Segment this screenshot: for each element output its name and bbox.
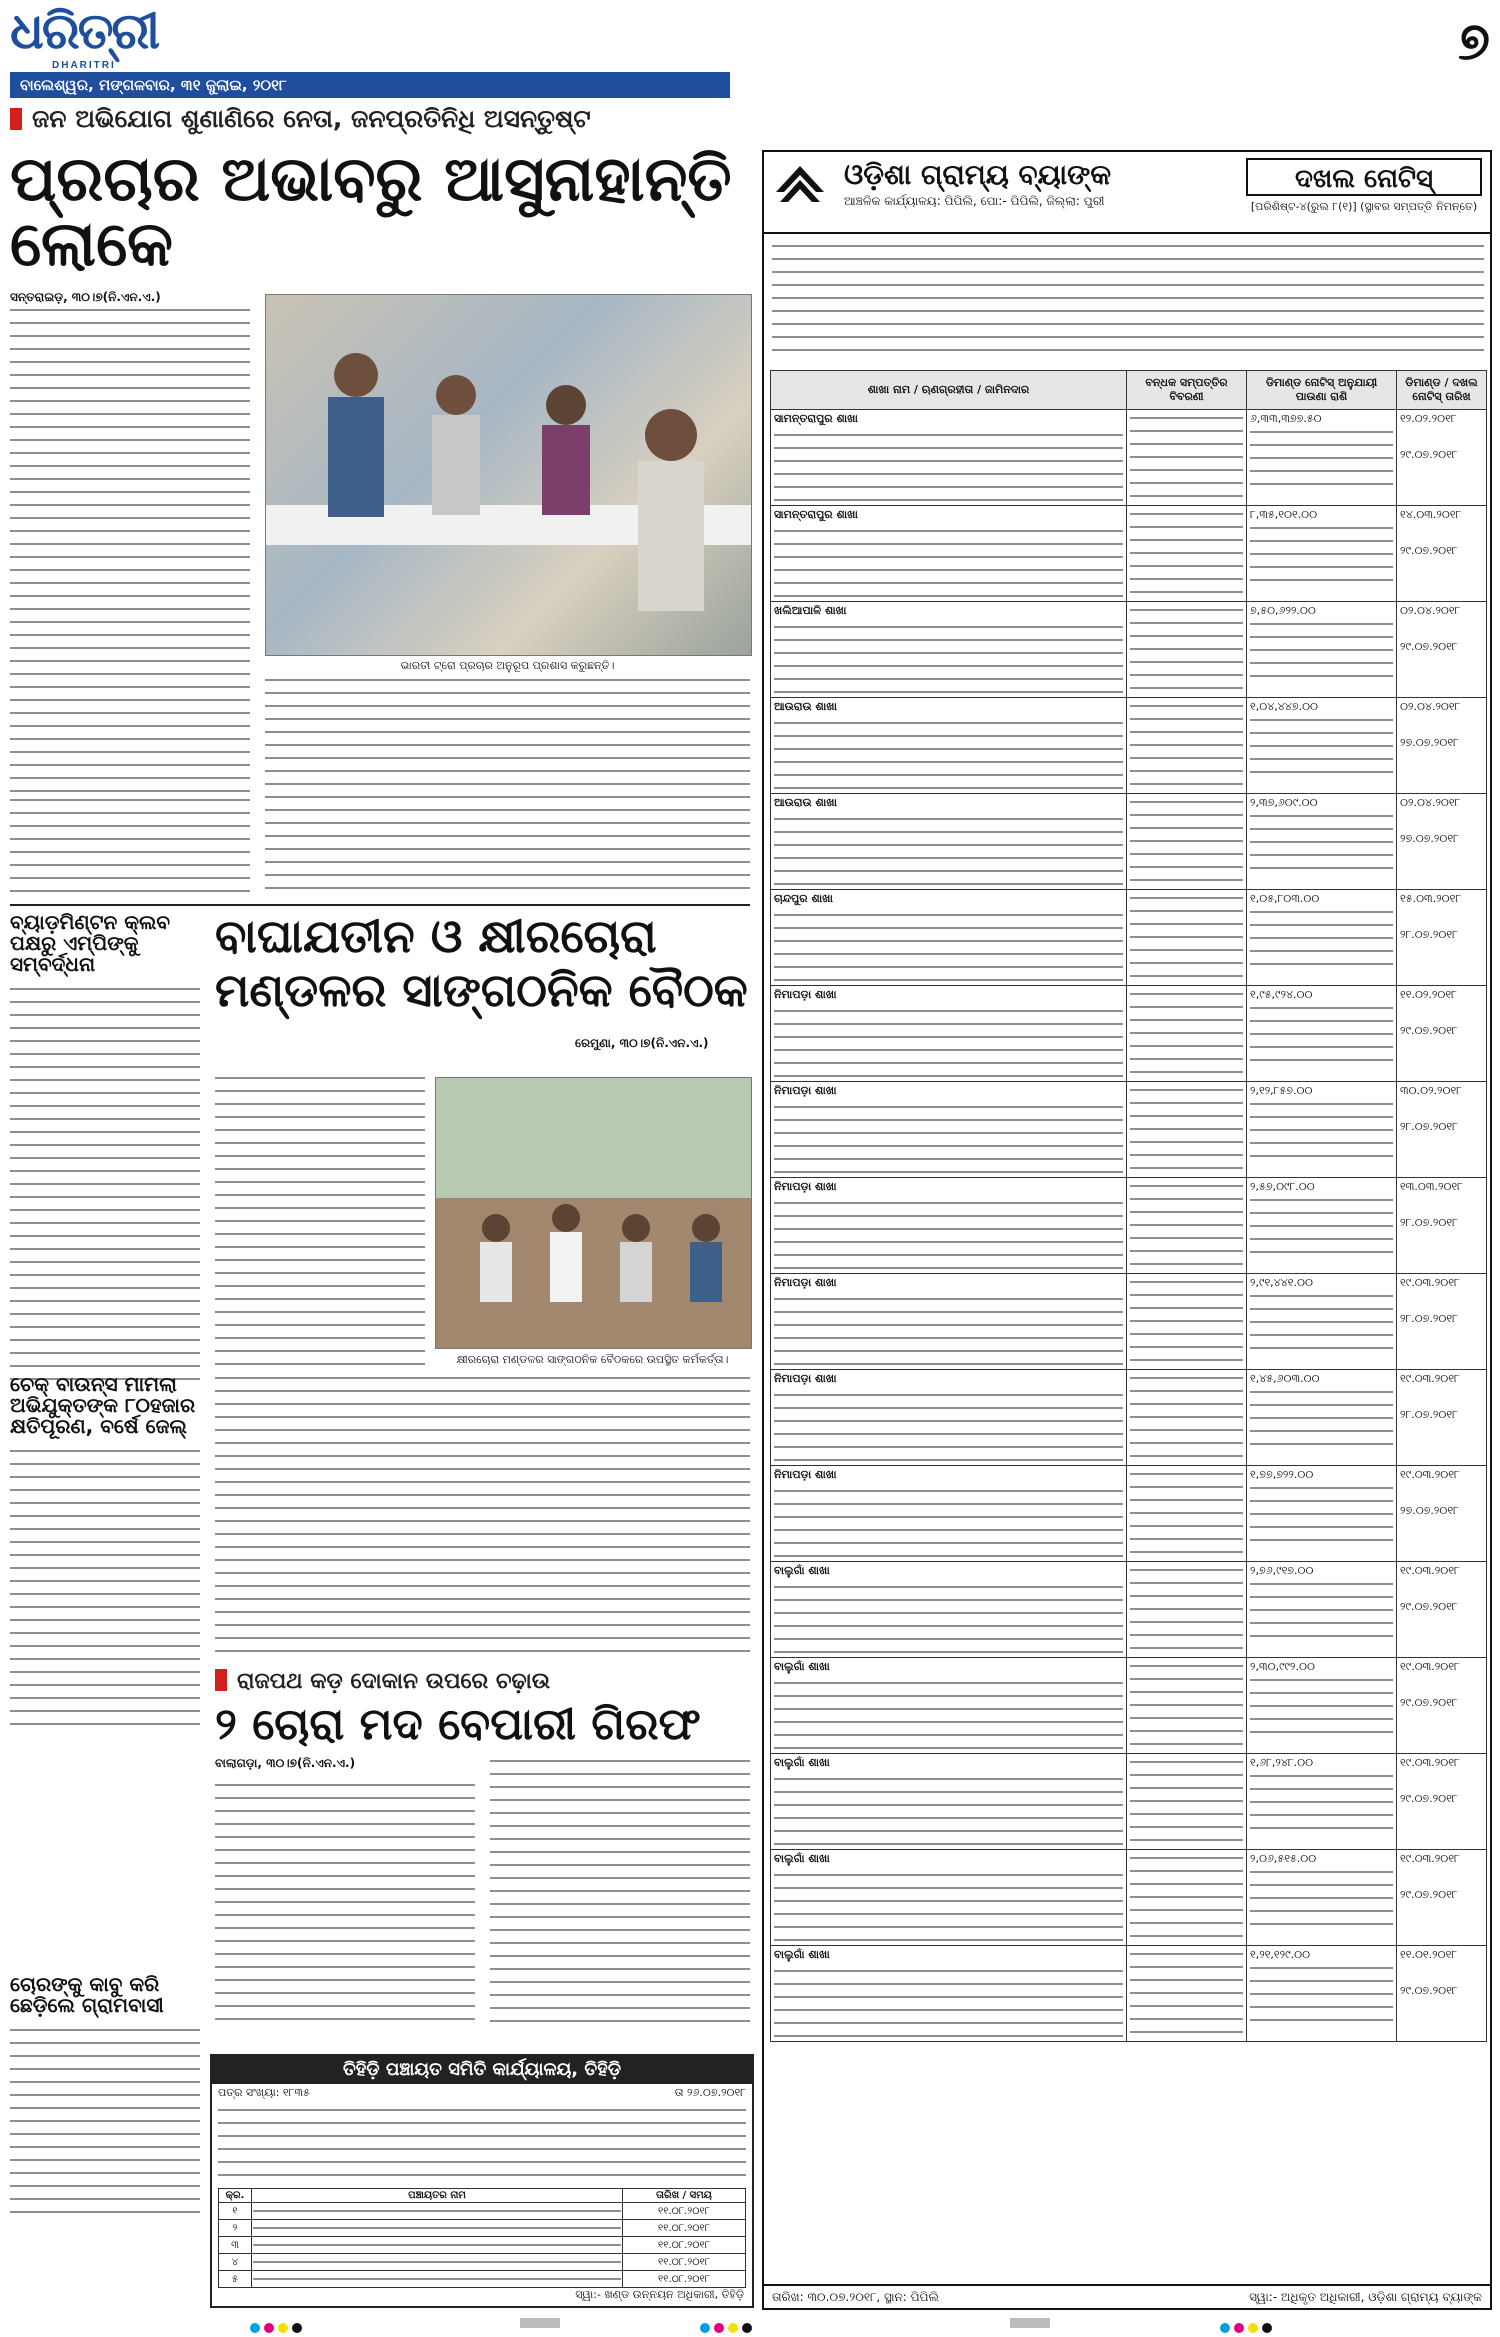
notice-row-demand-date: ୧୯.୦୩.୨୦୧୮ <box>1400 1660 1460 1673</box>
registration-bar <box>520 2318 560 2328</box>
notice-row <box>771 890 1487 986</box>
story-1 <box>10 104 750 672</box>
notice-footer <box>764 2284 1490 2308</box>
notice-row-details <box>774 1005 1123 1079</box>
notice-row-amount-cell <box>1247 1754 1397 1850</box>
tender-row-date: ୧୧.୦୮.୨୦୧୮ <box>623 2203 746 2220</box>
story-1-caption: ଭାରତୀ ଟ୍ରୋ ପ୍ରଚାର ଅନୁରୂପ ପ୍ରଶାସ କରୁଛନ୍ତି। <box>400 659 615 672</box>
story-2-body-a <box>215 1072 425 1372</box>
notice-row-demand-date: ୧୧.୦୨.୨୦୧୮ <box>1400 988 1457 1001</box>
divider <box>10 904 750 906</box>
notice-row-possession-date: ୨୮.୦୭.୨୦୧୮ <box>1400 1120 1458 1133</box>
bank-address: ଆଞ୍ଚଳିକ କାର୍ଯ୍ୟାଳୟ: ପିପିଲି, ପୋ:- ପିପିଲି, ଜିଲ୍ଲା: ପୁରୀ <box>844 194 1105 208</box>
notice-row-dates <box>1397 890 1487 986</box>
notice-row-possession-date: ୨୯.୦୭.୨୦୧୮ <box>1400 1888 1458 1901</box>
notice-row-amount-cell <box>1247 794 1397 890</box>
notice-row-borrower <box>771 1754 1127 1850</box>
notice-row-dates <box>1397 1850 1487 1946</box>
col-dates: ଡିମାଣ୍ଡ / ଦଖଲ ନୋଟିସ୍ ତାରିଖ <box>1397 371 1487 410</box>
notice-title: ଦଖଲ ନୋଟିସ୍ <box>1246 158 1482 196</box>
bank-logo-icon <box>774 162 826 214</box>
notice-row-borrower <box>771 1658 1127 1754</box>
story-1-body-left <box>10 304 250 794</box>
notice-row-demand-date: ୧୯.୦୩.୨୦୧୮ <box>1400 1564 1460 1577</box>
notice-row-property <box>1127 890 1247 986</box>
notice-row-amount-cell <box>1247 410 1397 506</box>
story-4-headline: ୨ ଚୋରା ମଦ ବେପାରୀ ଗିରଫ <box>215 1699 701 1750</box>
notice-row-dates <box>1397 506 1487 602</box>
tender-row <box>219 2254 746 2271</box>
notice-row-borrower <box>771 506 1127 602</box>
tender-row <box>219 2203 746 2220</box>
story-3-side <box>10 1374 200 1725</box>
tender-row-name <box>252 2254 623 2271</box>
notice-row-demand-date: ୧୯.୦୩.୨୦୧୮ <box>1400 1372 1460 1385</box>
story-2-side-headline: ବ୍ୟାଡ଼ମିଣ୍ଟନ କ୍ଲବ ପକ୍ଷରୁ ଏମ୍ପିଙ୍କୁ ସମ୍ବର୍ଦ୍ଧନା <box>10 910 171 976</box>
notice-row-property <box>1127 506 1247 602</box>
notice-title-box <box>1246 158 1482 224</box>
notice-row-amount-cell <box>1247 890 1397 986</box>
notice-row-possession-date: ୨୮.୦୭.୨୦୧୮ <box>1400 1312 1458 1325</box>
notice-row-demand-date: ୦୨.୦୪.୨୦୧୮ <box>1400 604 1461 617</box>
notice-row-amount-cell <box>1247 1082 1397 1178</box>
tender-title: ତିହିଡ଼ି ପଞ୍ଚାୟତ ସମିତି କାର୍ଯ୍ୟାଳୟ, ତିହିଡ଼ି <box>212 2056 752 2084</box>
story-4 <box>215 1669 750 1775</box>
notice-row-dates <box>1397 1178 1487 1274</box>
tender-date: ତା ୨୬.୦୭.୨୦୧୮ <box>674 2086 746 2099</box>
notice-row-branch: ବାଲୁଗାଁ ଶାଖା <box>774 1564 830 1577</box>
notice-row-details <box>774 621 1123 695</box>
registration-mark <box>1220 2318 1278 2328</box>
story-1-kicker: ଜନ ଅଭିଯୋଗ ଶୁଣାଣିରେ ନେତା, ଜନପ୍ରତିନିଧି ଅସନ୍ତୁଷ୍ଟ <box>10 104 750 134</box>
notice-row-amount: ୨,୫୭,୦୯୮.୦୦ <box>1250 1180 1315 1193</box>
notice-row-amount: ୧,୭୭,୭୨୨.୦୦ <box>1250 1468 1314 1481</box>
story-2 <box>215 909 750 1366</box>
notice-row-borrower <box>771 698 1127 794</box>
notice-row-amount: ୬,୩୩,୩୭୭.୫୦ <box>1250 412 1322 425</box>
tender-row-name <box>252 2271 623 2288</box>
notice-row-amount-cell <box>1247 1178 1397 1274</box>
notice-row-details <box>774 1293 1123 1367</box>
notice-row-dates <box>1397 1562 1487 1658</box>
notice-row-amount-cell <box>1247 1946 1397 2042</box>
notice-row-amount-cell <box>1247 1850 1397 1946</box>
notice-row-branch: ନିମାପଡ଼ା ଶାଖା <box>774 1468 837 1481</box>
tender-col-date: ତାରିଖ / ସମୟ <box>623 2189 746 2203</box>
notice-row-amount: ୧,୬୮,୨୪୮.୦୦ <box>1250 1756 1314 1769</box>
notice-row-dates <box>1397 1466 1487 1562</box>
notice-row-possession-date: ୨୯.୦୭.୨୦୧୮ <box>1400 1984 1458 1997</box>
notice-row-amount-cell <box>1247 1466 1397 1562</box>
notice-row <box>771 1562 1487 1658</box>
tender-row-name <box>252 2203 623 2220</box>
notice-row-property <box>1127 794 1247 890</box>
tender-row-name <box>252 2220 623 2237</box>
story-5-side-body <box>10 2024 200 2224</box>
notice-row-branch: ନିମାପଡ଼ା ଶାଖା <box>774 988 837 1001</box>
story-4-body-a <box>215 1779 475 2029</box>
logo-subtext: DHARITRI <box>52 60 116 71</box>
notice-row-amount-cell <box>1247 1562 1397 1658</box>
notice-row-branch: ଆଉରାଉ ଶାଖା <box>774 700 837 713</box>
notice-row-branch: ବାଲୁଗାଁ ଶାଖା <box>774 1948 830 1961</box>
story-3-side-body <box>10 1445 200 1725</box>
notice-row-branch: ନିମାପଡ଼ା ଶାଖା <box>774 1084 837 1097</box>
notice-row-property <box>1127 602 1247 698</box>
tender-table <box>218 2188 746 2288</box>
notice-row-details <box>774 1101 1123 1175</box>
notice-row-demand-date: ୦୨.୦୪.୨୦୧୮ <box>1400 796 1461 809</box>
notice-row-demand-date: ୧୩.୦୩.୨୦୧୮ <box>1400 1180 1463 1193</box>
registration-mark <box>700 2318 758 2328</box>
notice-row <box>771 506 1487 602</box>
notice-row-dates <box>1397 794 1487 890</box>
notice-row-amount: ୨,୯୧,୪୪୧.୦୦ <box>1250 1276 1313 1289</box>
notice-row-possession-date: ୨୮.୦୭.୨୦୧୮ <box>1400 1408 1458 1421</box>
notice-row-details <box>774 1581 1123 1655</box>
notice-row-amount: ୧,୪୫,୬୦୩.୦୦ <box>1250 1372 1320 1385</box>
notice-row-possession-date: ୨୮.୦୭.୨୦୧୮ <box>1400 928 1458 941</box>
notice-row-details <box>774 1485 1123 1559</box>
notice-row-borrower <box>771 794 1127 890</box>
col-branch-borrower: ଶାଖା ନାମ / ଋଣଗ୍ରହୀତା / ଜାମିନଦାର <box>771 371 1127 410</box>
notice-row <box>771 698 1487 794</box>
notice-row-property <box>1127 410 1247 506</box>
notice-row-possession-date: ୨୯.୦୭.୨୦୧୮ <box>1400 1024 1458 1037</box>
story-1-body-right <box>265 674 750 898</box>
notice-row-borrower <box>771 1562 1127 1658</box>
notice-row <box>771 1178 1487 1274</box>
notice-row-branch: ବାଲୁଗାଁ ଶାଖା <box>774 1660 830 1673</box>
notice-row-property <box>1127 1850 1247 1946</box>
edition-dateline: ବାଲେଶ୍ୱର, ମଙ୍ଗଳବାର, ୩୧ ଜୁଲାଇ, ୨୦୧୮ <box>10 72 730 98</box>
notice-row <box>771 1946 1487 2042</box>
notice-row <box>771 1082 1487 1178</box>
notice-rows <box>771 410 1487 2042</box>
notice-row-details <box>774 717 1123 791</box>
notice-row-amount-cell <box>1247 986 1397 1082</box>
notice-row <box>771 986 1487 1082</box>
tender-rows <box>219 2203 746 2288</box>
notice-row-property <box>1127 1946 1247 2042</box>
col-property: ବନ୍ଧକ ସମ୍ପତ୍ତିର ବିବରଣୀ <box>1127 371 1247 410</box>
notice-row-dates <box>1397 602 1487 698</box>
notice-row-details <box>774 525 1123 599</box>
notice-row-branch: ନିମାପଡ଼ା ଶାଖା <box>774 1276 837 1289</box>
notice-row-possession-date: ୨୮.୦୭.୨୦୧୮ <box>1400 1216 1458 1229</box>
story-2-dateline: ରେମୁଣା, ୩୦।୭(ନି.ଏନ.ଏ.) <box>575 1036 709 1050</box>
story-4-kicker: ରାଜପଥ କଡ଼ ଦୋକାନ ଉପରେ ଚଢ଼ାଉ <box>215 1669 750 1694</box>
registration-mark <box>250 2318 308 2328</box>
notice-row-possession-date: ୨୭.୦୭.୨୦୧୮ <box>1400 736 1459 749</box>
notice-row-details <box>774 1965 1123 2039</box>
notice-row-branch: ସାମନ୍ତରାପୁର ଶାଖା <box>774 412 858 425</box>
notice-row-amount: ୧,୯୫,୯୨୪.୦୦ <box>1250 988 1313 1001</box>
tender-col-no: କ୍ର. <box>219 2189 252 2203</box>
notice-row-borrower <box>771 1466 1127 1562</box>
notice-row-amount-cell <box>1247 1274 1397 1370</box>
tender-row-date: ୧୧.୦୮.୨୦୧୮ <box>623 2220 746 2237</box>
logo-text: ଧରିତ୍ରୀ <box>10 2 159 60</box>
notice-table <box>770 370 1487 2042</box>
notice-row-amount: ୭,୫୦,୬୨୨.୦୦ <box>1250 604 1316 617</box>
notice-row-dates <box>1397 1274 1487 1370</box>
newspaper-logo <box>10 2 185 80</box>
story-2-photo <box>435 1077 752 1349</box>
notice-row-demand-date: ୧୨.୦୨.୨୦୧୮ <box>1400 412 1457 425</box>
notice-row <box>771 1370 1487 1466</box>
notice-row-amount: ୨,୩୭,୬୦୯.୦୦ <box>1250 796 1318 809</box>
notice-row-possession-date: ୨୯.୦୭.୨୦୧୮ <box>1400 1600 1458 1613</box>
notice-row-branch: ଚାନ୍ଦପୁର ଶାଖା <box>774 892 833 905</box>
notice-row-amount: ୧,୨୧,୧୨୯.୦୦ <box>1250 1948 1311 1961</box>
notice-row-details <box>774 429 1123 503</box>
notice-row-branch: ବାଲୁଗାଁ ଶାଖା <box>774 1852 830 1865</box>
tender-row-name <box>252 2237 623 2254</box>
notice-row-dates <box>1397 698 1487 794</box>
notice-row-amount-cell <box>1247 602 1397 698</box>
notice-row <box>771 602 1487 698</box>
notice-row-amount-cell <box>1247 1658 1397 1754</box>
tender-notice <box>210 2054 754 2308</box>
notice-row-amount-cell <box>1247 1370 1397 1466</box>
possession-notice <box>762 150 1492 2310</box>
notice-row <box>771 1850 1487 1946</box>
notice-row-amount: ୨,୭୬,୯୧୭.୦୦ <box>1250 1564 1314 1577</box>
story-1-dateline: ସନ୍ତରାଇଡ଼, ୩୦।୭(ନି.ଏନ.ଏ.) <box>10 290 161 305</box>
notice-row-dates <box>1397 986 1487 1082</box>
story-2-headline-line1: ବାଘାଯତୀନ ଓ କ୍ଷୀରଚୋରା <box>215 909 657 963</box>
tender-row-no: ୧ <box>219 2203 252 2220</box>
notice-row <box>771 410 1487 506</box>
notice-row-amount-cell <box>1247 506 1397 602</box>
tender-col-name: ପଞ୍ଚାୟତର ନାମ <box>252 2189 623 2203</box>
tender-row-date: ୧୧.୦୮.୨୦୧୮ <box>623 2271 746 2288</box>
story-4-dateline: ବାଲାଗଡ଼ା, ୩୦।୭(ନି.ଏନ.ଏ.) <box>215 1756 356 1771</box>
col-amount: ଡିମାଣ୍ଡ ନୋଟିସ୍ ଅନୁଯାୟୀ ପାଉଣା ରାଶି <box>1247 371 1397 410</box>
notice-row-possession-date: ୨୯.୦୭.୨୦୧୮ <box>1400 544 1458 557</box>
notice-row-demand-date: ୧୫.୦୩.୨୦୧୮ <box>1400 892 1462 905</box>
tender-row-no: ୩ <box>219 2237 252 2254</box>
notice-row-amount: ୨,୩୦,୯୯୨.୦୦ <box>1250 1660 1315 1673</box>
meeting-photo-illustration <box>266 295 751 655</box>
story-2-side <box>10 912 200 1383</box>
notice-row-amount: ୨,୧୨,୮୫୭.୦୦ <box>1250 1084 1313 1097</box>
notice-row-possession-date: ୨୯.୦୭.୨୦୧୮ <box>1400 448 1458 461</box>
story-5-side-headline: ଚୋରଙ୍କୁ କାବୁ କରି ଛେଡ଼ିଲେ ଗ୍ରାମବାସୀ <box>10 1972 164 2017</box>
tender-letter-no: ପତ୍ର ସଂଖ୍ୟା: ୧୮୩୫ <box>218 2086 310 2099</box>
story-1-body-bottom <box>10 794 250 898</box>
notice-row-borrower <box>771 1850 1127 1946</box>
notice-row-branch: ଖଲିଆପାଳି ଶାଖା <box>774 604 847 617</box>
notice-row-dates <box>1397 410 1487 506</box>
notice-row-borrower <box>771 1370 1127 1466</box>
story-1-photo <box>265 294 752 656</box>
notice-row-property <box>1127 986 1247 1082</box>
notice-row-branch: ସାମନ୍ତରାପୁର ଶାଖା <box>774 508 858 521</box>
notice-row-details <box>774 1197 1123 1271</box>
notice-row-demand-date: ୧୪.୦୩.୨୦୧୮ <box>1400 508 1462 521</box>
notice-row-possession-date: ୨୯.୦୭.୨୦୧୮ <box>1400 1792 1458 1805</box>
notice-row-demand-date: ୧୧.୦୧.୨୦୧୮ <box>1400 1948 1458 1961</box>
notice-row-property <box>1127 1370 1247 1466</box>
notice-row-property <box>1127 1466 1247 1562</box>
registration-bar <box>1010 2318 1050 2328</box>
notice-row-demand-date: ୦୨.୦୪.୨୦୧୮ <box>1400 700 1461 713</box>
masthead <box>10 2 1490 94</box>
tender-row <box>219 2271 746 2288</box>
notice-row-details <box>774 1677 1123 1751</box>
notice-row-details <box>774 813 1123 887</box>
notice-row <box>771 1658 1487 1754</box>
notice-row-property <box>1127 1178 1247 1274</box>
notice-row-borrower <box>771 1178 1127 1274</box>
page-number: ୭ <box>1458 12 1490 72</box>
notice-row <box>771 1466 1487 1562</box>
notice-row-possession-date: ୨୯.୦୭.୨୦୧୮ <box>1400 640 1458 653</box>
notice-row-property <box>1127 1562 1247 1658</box>
notice-row-amount: ୧,୦୫,୮୦୩.୦୦ <box>1250 892 1320 905</box>
notice-row-dates <box>1397 1082 1487 1178</box>
notice-row-possession-date: ୨୯.୦୭.୨୦୧୮ <box>1400 1696 1458 1709</box>
notice-row-demand-date: ୧୯.୦୩.୨୦୧୮ <box>1400 1852 1460 1865</box>
notice-subtitle: [ପରିଶିଷ୍ଟ-୪(ରୁଲ ୮(୧)] (ସ୍ଥାବର ସମ୍ପତ୍ତି ନିମନ୍ତେ) <box>1250 200 1478 213</box>
bank-name: ଓଡ଼ିଶା ଗ୍ରାମ୍ୟ ବ୍ୟାଙ୍କ <box>844 158 1112 191</box>
tender-row-date: ୧୧.୦୮.୨୦୧୮ <box>623 2254 746 2271</box>
notice-row-branch: ନିମାପଡ଼ା ଶାଖା <box>774 1180 837 1193</box>
notice-row-property <box>1127 1082 1247 1178</box>
bank-header <box>764 152 1490 234</box>
notice-row-details <box>774 1869 1123 1943</box>
tender-row-no: ୪ <box>219 2254 252 2271</box>
notice-row-dates <box>1397 1658 1487 1754</box>
story-5-side <box>10 1974 200 2224</box>
notice-footer-signatory: ସ୍ୱା:- ଅଧିକୃତ ଅଧିକାରୀ, ଓଡ଼ିଶା ଗ୍ରାମ୍ୟ ବ୍ୟାଙ୍କ <box>1249 2290 1482 2304</box>
tender-body <box>218 2104 746 2184</box>
story-2-caption: କ୍ଷୀରଚୋରା ମଣ୍ଡଳର ସାଙ୍ଗଠନିକ ବୈଠକରେ ଉପସ୍ଥିତ କର୍ମକର୍ତ୍ତା। <box>456 1353 729 1366</box>
tender-row <box>219 2220 746 2237</box>
notice-row-borrower <box>771 1274 1127 1370</box>
notice-row-details <box>774 1773 1123 1847</box>
notice-row-borrower <box>771 1082 1127 1178</box>
tender-signature: ସ୍ୱା:- ଖଣ୍ଡ ଉନ୍ନୟନ ଅଧିକାରୀ, ତିହିଡ଼ି <box>575 2288 744 2301</box>
notice-row-borrower <box>771 1946 1127 2042</box>
notice-row-branch: ନିମାପଡ଼ା ଶାଖା <box>774 1372 837 1385</box>
story-2-side-body <box>10 983 200 1383</box>
notice-row-property <box>1127 1274 1247 1370</box>
notice-row-amount: ୮,୩୫,୧୦୧.୦୦ <box>1250 508 1318 521</box>
notice-row-dates <box>1397 1754 1487 1850</box>
notice-row-amount: ୧,୦୪,୪୪୭.୦୦ <box>1250 700 1318 713</box>
story-3-side-headline: ଚେକ୍ ବାଉନ୍ସ ମାମଲା ଅଭିଯୁକ୍ତଙ୍କ ୮୦ହଜାର କ୍ଷତିପୂରଣ, ବର୍ଷେ ଜେଲ୍ <box>10 1372 196 1438</box>
notice-footer-date-place: ତାରିଖ: ୩୦.୦୭.୨୦୧୮, ସ୍ଥାନ: ପିପିଲି <box>772 2290 939 2304</box>
notice-intro-text <box>772 240 1484 362</box>
notice-row-demand-date: ୧୯.୦୩.୨୦୧୮ <box>1400 1468 1460 1481</box>
notice-row-demand-date: ୩୦.୦୨.୨୦୧୮ <box>1400 1084 1462 1097</box>
notice-row-borrower <box>771 410 1127 506</box>
notice-row-property <box>1127 1658 1247 1754</box>
notice-row-amount: ୨,୦୬,୫୧୫.୦୦ <box>1250 1852 1317 1865</box>
notice-row-borrower <box>771 986 1127 1082</box>
notice-row-demand-date: ୧୯.୦୩.୨୦୧୮ <box>1400 1756 1460 1769</box>
tender-row <box>219 2237 746 2254</box>
notice-row-demand-date: ୧୯.୦୩.୨୦୧୮ <box>1400 1276 1460 1289</box>
notice-row-possession-date: ୨୭.୦୭.୨୦୧୮ <box>1400 1504 1459 1517</box>
notice-row-borrower <box>771 602 1127 698</box>
story-1-headline: ପ୍ରଚାର ଅଭାବରୁ ଆସୁନାହାନ୍ତି ଲୋକେ <box>10 142 732 281</box>
meeting-stage-illustration <box>436 1078 751 1348</box>
notice-row-borrower <box>771 890 1127 986</box>
tender-row-no: ୫ <box>219 2271 252 2288</box>
notice-row <box>771 794 1487 890</box>
notice-row-property <box>1127 1754 1247 1850</box>
notice-row-branch: ବାଲୁଗାଁ ଶାଖା <box>774 1756 830 1769</box>
notice-row-details <box>774 1389 1123 1463</box>
notice-row-amount-cell <box>1247 698 1397 794</box>
tender-row-date: ୧୧.୦୮.୨୦୧୮ <box>623 2237 746 2254</box>
story-2-body-b <box>215 1372 750 1662</box>
notice-row-dates <box>1397 1946 1487 2042</box>
notice-row <box>771 1754 1487 1850</box>
notice-row-branch: ଆଉରାଉ ଶାଖା <box>774 796 837 809</box>
notice-row <box>771 1274 1487 1370</box>
notice-row-dates <box>1397 1370 1487 1466</box>
notice-row-possession-date: ୨୭.୦୭.୨୦୧୮ <box>1400 832 1459 845</box>
story-4-body-b <box>490 1755 750 2029</box>
story-2-headline-line2: ମଣ୍ଡଳର ସାଙ୍ଗଠନିକ ବୈଠକ <box>215 963 748 1018</box>
notice-row-details <box>774 909 1123 983</box>
notice-row-property <box>1127 698 1247 794</box>
tender-row-no: ୨ <box>219 2220 252 2237</box>
